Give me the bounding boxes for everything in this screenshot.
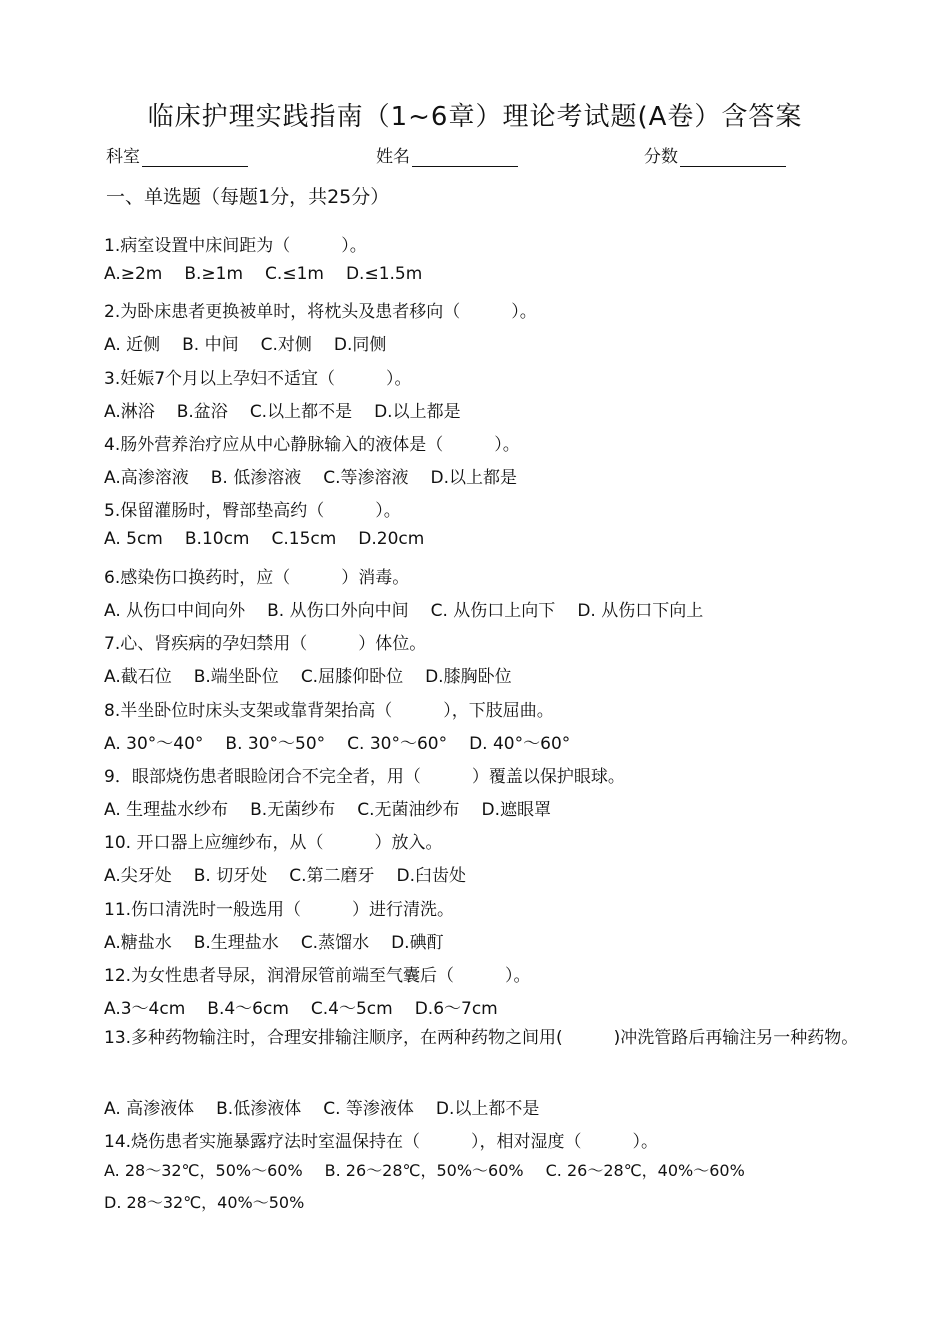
option[interactable]: C.蒸馏水 xyxy=(300,933,370,953)
dept-label: 科室 xyxy=(106,147,140,167)
option[interactable]: A.尖牙处 xyxy=(104,866,172,886)
option[interactable]: A. 30°～40° xyxy=(104,734,204,754)
question-options xyxy=(104,330,408,355)
option[interactable]: C.≤1m xyxy=(265,264,324,284)
option[interactable]: D.6～7cm xyxy=(414,999,498,1019)
option[interactable]: D.膝胸卧位 xyxy=(425,667,512,687)
question-options xyxy=(104,1155,874,1219)
question-options xyxy=(104,463,539,488)
question-options xyxy=(104,729,592,754)
option[interactable]: B.≥1m xyxy=(184,264,244,284)
option[interactable]: B. 30°～50° xyxy=(225,734,326,754)
option[interactable]: D. 40°～60° xyxy=(469,734,571,754)
option[interactable]: D.遮眼罩 xyxy=(481,800,551,820)
name-field xyxy=(376,142,518,167)
question-stem: 4.肠外营养治疗应从中心静脉输入的液体是（ ）。 xyxy=(104,435,520,455)
dept-blank[interactable] xyxy=(142,150,248,167)
score-blank[interactable] xyxy=(680,150,786,167)
section-heading: 一、单选题（每题1分，共25分） xyxy=(106,186,390,208)
option[interactable]: A. 生理盐水纱布 xyxy=(104,800,229,820)
option[interactable]: B.4～6cm xyxy=(207,999,289,1019)
question-stem: 8.半坐卧位时床头支架或靠背架抬高（ ），下肢屈曲。 xyxy=(104,701,554,721)
exam-title: 临床护理实践指南（1~6章）理论考试题(A卷）含答案 xyxy=(147,102,803,132)
question-stem: 9．眼部烧伤患者眼睑闭合不完全者，用（ ）覆盖以保护眼球。 xyxy=(104,767,625,787)
option[interactable]: C. 等渗液体 xyxy=(323,1099,414,1119)
question-stem: 3.妊娠7个月以上孕妇不适宜（ ）。 xyxy=(104,369,412,389)
question-options xyxy=(104,928,466,953)
name-label: 姓名 xyxy=(376,147,410,167)
option[interactable]: A. 近侧 xyxy=(104,335,161,355)
option[interactable]: C.对侧 xyxy=(260,335,312,355)
question-stem: 1.病室设置中床间距为（ ）。 xyxy=(104,236,367,256)
option[interactable]: A. 从伤口中间向外 xyxy=(104,601,246,621)
question-options xyxy=(104,994,520,1019)
score-label: 分数 xyxy=(644,147,678,167)
question-options xyxy=(104,529,446,549)
option[interactable]: C.屈膝仰卧位 xyxy=(300,667,404,687)
option[interactable]: A.淋浴 xyxy=(104,402,155,422)
option[interactable]: B.10cm xyxy=(184,529,250,549)
option[interactable]: C. 26～28℃，40%～60% xyxy=(545,1161,745,1180)
option[interactable]: D.≤1.5m xyxy=(345,264,423,284)
question-stem: 6.感染伤口换药时，应（ ）消毒。 xyxy=(104,568,410,588)
option[interactable]: D.以上都是 xyxy=(430,468,517,488)
option[interactable]: A. 高渗液体 xyxy=(104,1099,195,1119)
option[interactable]: D.同侧 xyxy=(333,335,387,355)
option[interactable]: D.碘酊 xyxy=(391,933,444,953)
option[interactable]: D. 从伤口下向上 xyxy=(577,601,704,621)
option[interactable]: B.无菌纱布 xyxy=(250,800,336,820)
option[interactable]: B.低渗液体 xyxy=(216,1099,302,1119)
option[interactable]: C.以上都不是 xyxy=(249,402,353,422)
question-stem: 12.为女性患者导尿，润滑尿管前端至气囊后（ ）。 xyxy=(104,966,531,986)
option[interactable]: D.臼齿处 xyxy=(396,866,466,886)
question-stem: 11.伤口清洗时一般选用（ ）进行清洗。 xyxy=(104,900,455,920)
option[interactable]: C.15cm xyxy=(271,529,337,549)
question-options xyxy=(104,861,488,886)
option[interactable]: C.无菌油纱布 xyxy=(357,800,460,820)
question-options xyxy=(104,662,534,687)
dept-field xyxy=(106,142,248,167)
option[interactable]: D.20cm xyxy=(358,529,425,549)
option[interactable]: B. 低渗溶液 xyxy=(210,468,302,488)
question-stem: 5.保留灌肠时，臀部垫高约（ ）。 xyxy=(104,501,401,521)
question-options xyxy=(104,596,725,621)
option[interactable]: C. 30°～60° xyxy=(347,734,448,754)
option[interactable]: A.截石位 xyxy=(104,667,172,687)
option[interactable]: C. 从伤口上向下 xyxy=(430,601,556,621)
option[interactable]: A.≥2m xyxy=(104,264,163,284)
option[interactable]: A.高渗溶液 xyxy=(104,468,189,488)
question-stem: 2.为卧床患者更换被单时，将枕头及患者移向（ ）。 xyxy=(104,302,537,322)
question-stem: 13.多种药物输注时，合理安排输注顺序，在两种药物之间用( )冲洗管路后再输注另一种药物。 xyxy=(104,1028,859,1048)
name-blank[interactable] xyxy=(412,150,518,167)
option[interactable]: A. 5cm xyxy=(104,529,163,549)
question-options xyxy=(104,397,483,422)
option[interactable]: B.盆浴 xyxy=(176,402,228,422)
option[interactable]: C.等渗溶液 xyxy=(323,468,409,488)
question-options xyxy=(104,795,573,820)
option[interactable]: B. 中间 xyxy=(182,335,239,355)
question-options xyxy=(104,264,444,284)
score-field xyxy=(644,142,786,167)
question-stem: 10. 开口器上应缠纱布，从（ ）放入。 xyxy=(104,833,443,853)
option[interactable]: A.糖盐水 xyxy=(104,933,172,953)
option[interactable]: C.4～5cm xyxy=(310,999,393,1019)
option[interactable]: C.第二磨牙 xyxy=(289,866,375,886)
option[interactable]: B. 26～28℃，50%～60% xyxy=(324,1161,524,1180)
option[interactable]: D.以上都是 xyxy=(374,402,461,422)
option[interactable]: A. 28～32℃，50%～60% xyxy=(104,1161,303,1180)
option[interactable]: A.3～4cm xyxy=(104,999,186,1019)
option[interactable]: D. 28～32℃，40%～50% xyxy=(104,1193,305,1212)
option[interactable]: B.端坐卧位 xyxy=(193,667,279,687)
question-stem: 7.心、肾疾病的孕妇禁用（ ）体位。 xyxy=(104,634,427,654)
option[interactable]: B.生理盐水 xyxy=(193,933,279,953)
question-options xyxy=(104,1094,561,1119)
question-stem: 14.烧伤患者实施暴露疗法时室温保持在（ ），相对湿度（ ）。 xyxy=(104,1132,659,1152)
option[interactable]: B. 切牙处 xyxy=(193,866,268,886)
option[interactable]: D.以上都不是 xyxy=(435,1099,540,1119)
option[interactable]: B. 从伤口外向中间 xyxy=(267,601,409,621)
